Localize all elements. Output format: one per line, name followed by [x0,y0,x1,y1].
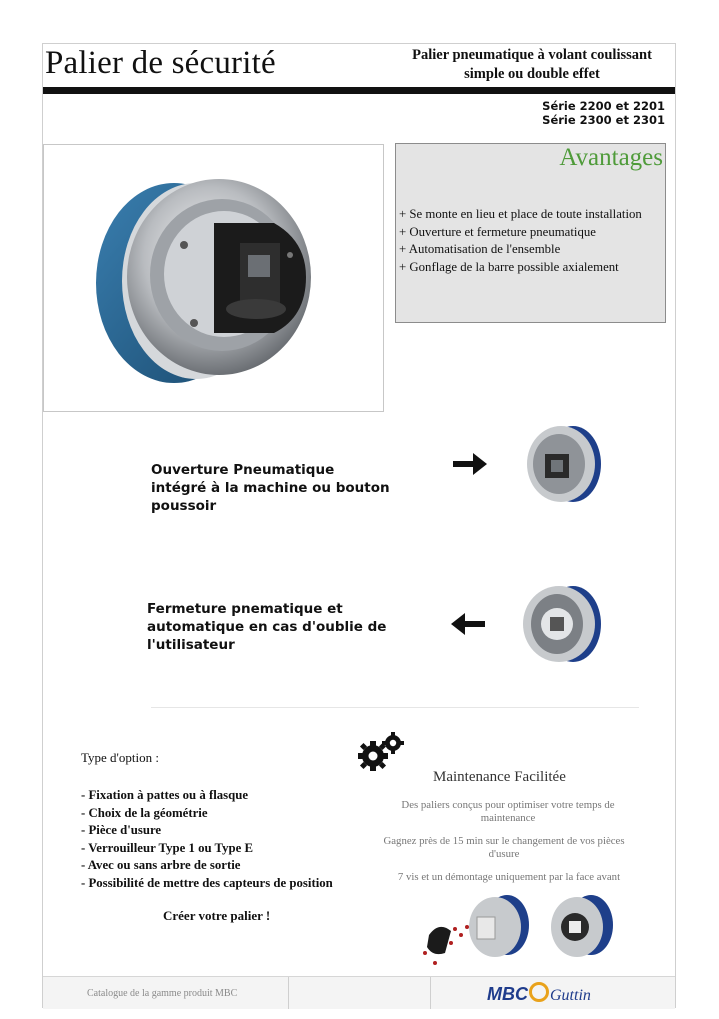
opening-line-3: poussoir [151,498,217,514]
advantage-item: + Gonflage de la barre possible axialement [399,259,619,274]
closing-description [147,600,427,654]
advantage-item: + Ouverture et fermeture pneumatique [399,224,596,239]
section-divider [151,707,639,708]
logo-mbc: MBC [487,984,528,1004]
page-title: Palier de sécurité [45,45,276,81]
option-item: - Pièce d'usure [81,823,162,837]
closing-line-3: l'utilisateur [147,637,235,653]
catalog-page [42,43,676,1008]
page-footer [43,976,675,1009]
option-item: - Avec ou sans arbre de sortie [81,858,241,872]
closing-line-2: automatique en cas d'oublie de [147,619,387,635]
product-photo [43,144,384,412]
page-subtitle [397,46,667,84]
series-line-2: Série 2300 et 2301 [542,113,665,127]
opening-line-2: intégré à la machine ou bouton [151,480,390,496]
mbc-guttin-logo [487,982,591,1005]
option-item: - Verrouilleur Type 1 ou Type E [81,840,254,855]
footer-catalog-text: Catalogue de la gamme produit MBC [87,988,238,999]
options-list [81,787,333,892]
create-bearing-link[interactable]: Créer votre palier ! [163,908,271,923]
advantages-title: Avantages [559,144,663,171]
gears-icon [357,732,405,772]
maintenance-title: Maintenance Facilitée [433,769,566,785]
closing-line-1: Fermeture pnematique et [147,601,343,617]
maintenance-text-1: Des paliers conçus pour optimiser votre temps de maintenance [401,799,615,824]
advantage-item: + Automatisation de l'ensemble [399,242,561,256]
series-line-1: Série 2200 et 2201 [542,99,665,113]
arrow-right-icon [451,451,489,477]
series-label [542,99,665,127]
opening-description [151,461,421,515]
bearing-open-image [521,422,605,506]
maintenance-text-2: Gagnez près de 15 min sur le changement de vos pièces d'usure [383,835,625,860]
logo-guttin: Guttin [550,987,591,1004]
arrow-left-icon [449,611,487,637]
option-item: - Fixation à pattes ou à flasque [81,788,249,802]
subtitle-line-1: Palier pneumatique à volant coulissant [412,47,652,63]
option-item: - Possibilité de mettre des capteurs de position [81,875,333,890]
bearing-closed-image [517,582,605,666]
advantages-panel [395,143,666,323]
options-title: Type d'option : [81,750,159,765]
bearing-illustration [44,145,383,411]
advantages-list [399,206,642,276]
footer-cell-empty [289,977,431,1009]
option-item: - Choix de la géométrie [81,805,208,820]
header-rule [43,87,675,94]
disassembly-image [415,891,615,971]
opening-line-1: Ouverture Pneumatique [151,462,335,478]
maintenance-text-3: 7 vis et un démontage uniquement par la face avant [397,871,621,883]
subtitle-line-2: simple ou double effet [464,66,600,82]
logo-swirl-icon [529,982,549,1002]
advantage-item: + Se monte en lieu et place de toute installation [399,207,642,221]
